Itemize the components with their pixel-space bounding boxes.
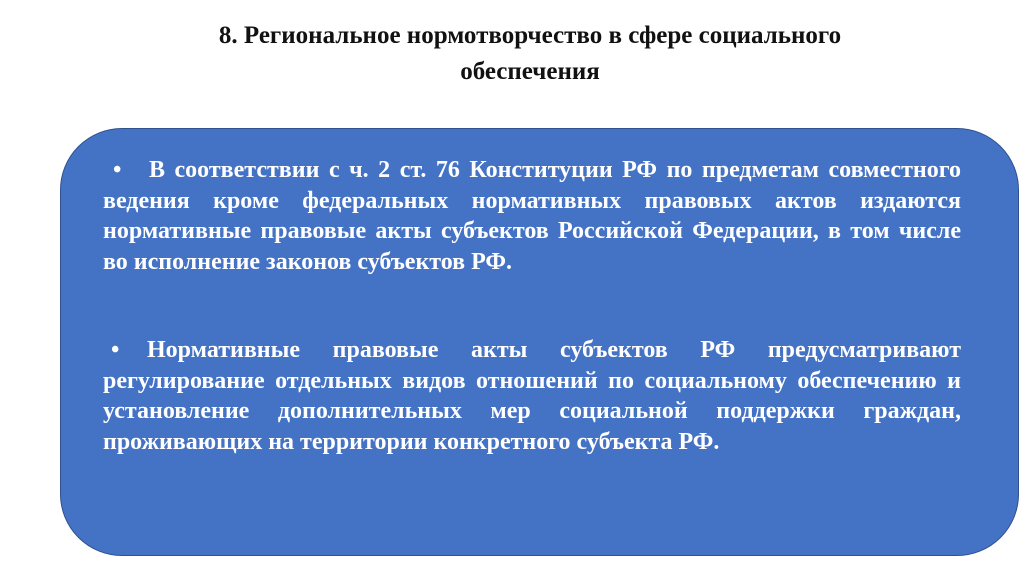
slide-title-line-2: обеспечения [460,58,600,85]
content-box [60,128,1019,556]
bullet-item-regional-acts [103,335,961,457]
slide-title [60,18,1000,90]
slide-title-line-1: 8. Региональное нормотворчество в сфере социального [218,22,842,49]
bullet-icon: • [111,337,120,363]
bullet-item-constitution [103,155,961,277]
bullet-text: В соответствии с ч. 2 ст. 76 Конституции РФ по предметам совместного ведения кроме федеральных нормативных правовых актов издаются нормативные правовые акты субъектов Российской Федерации, в том числе во исполнение законов субъектов РФ. [103,157,961,275]
bullet-text: Нормативные правовые акты субъектов РФ предусматривают регулирование отдельных видов отношений по социальному обеспечению и установление дополнительных мер социальной поддержки граждан, проживающих на территории конкретного субъекта РФ. [103,337,961,455]
bullet-icon: • [113,157,122,183]
